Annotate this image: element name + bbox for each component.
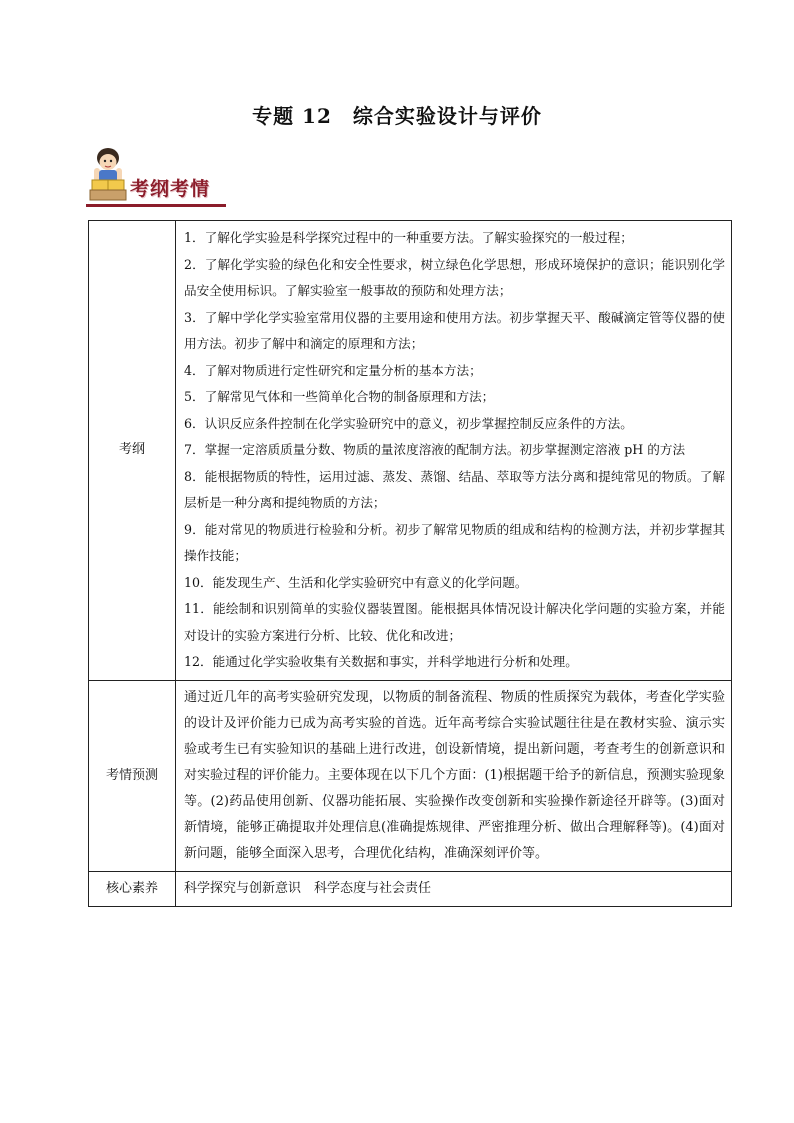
table-row [89, 871, 732, 906]
page-title: 专题 12 综合实验设计与评价 [252, 104, 542, 128]
list-item: 1．了解化学实验是科学探究过程中的一种重要方法。了解实验探究的一般过程； [184, 230, 633, 245]
student-reading-icon [86, 144, 130, 202]
list-item: 7．掌握一定溶质质量分数、物质的量浓度溶液的配制方法。初步掌握测定溶液 pH 的方法 [184, 442, 686, 457]
list-item: 3．了解中学化学实验室常用仪器的主要用途和使用方法。初步掌握天平、酸碱滴定管等仪器的使用方法。初步了解中和滴定的原理和方法； [184, 309, 725, 351]
list-item: 4．了解对物质进行定性研究和定量分析的基本方法； [184, 362, 482, 378]
outline-content [176, 221, 732, 681]
list-item: 10．能发现生产、生活和化学实验研究中有意义的化学问题。 [184, 574, 528, 590]
list-item: 2．了解化学实验的绿色化和安全性要求，树立绿色化学思想，形成环境保护的意识；能识别化学品安全使用标识。了解实验室一般事故的预防和处理方法； [184, 256, 725, 298]
literacy-content: 科学探究与创新意识 科学态度与社会责任 [176, 871, 732, 906]
section-label: 考纲考情 [130, 178, 211, 200]
list-item: 6．认识反应条件控制在化学实验研究中的意义，初步掌握控制反应条件的方法。 [184, 415, 633, 431]
list-item: 12．能通过化学实验收集有关数据和事实，并科学地进行分析和处理。 [184, 654, 578, 669]
literacy-label: 核心素养 [89, 871, 176, 906]
list-item: 8．能根据物质的特性，运用过滤、蒸发、蒸馏、结晶、萃取等方法分离和提纯常见的物质。了解层析是一种分离和提纯物质的方法； [184, 468, 725, 510]
section-header [86, 144, 266, 210]
outline-label: 考纲 [89, 221, 176, 681]
list-item: 9．能对常见的物质进行检验和分析。初步了解常见物质的组成和结构的检测方法，并初步掌握其操作技能； [184, 521, 725, 563]
forecast-label: 考情预测 [89, 680, 176, 871]
list-item: 11．能绘制和识别简单的实验仪器装置图。能根据具体情况设计解决化学问题的实验方案，并能对设计的实验方案进行分析、比较、优化和改进； [184, 601, 725, 643]
table-row [89, 680, 732, 871]
table-row [89, 221, 732, 681]
list-item: 5．了解常见气体和一些简单化合物的制备原理和方法； [184, 389, 495, 404]
forecast-content: 通过近几年的高考实验研究发现，以物质的制备流程、物质的性质探究为载体，考查化学实验的设计及评价能力已成为高考实验的首选。近年高考综合实验试题往往是在教材实验、演示实验或考生已有实验知识的基础上进行改进，创设新情境，提出新问题，考查考生的创新意识和对实验过程的评价能力。主要体现在以下几个方面：(1)根据题干给予的新信息，预测实验现象等。(2)药品使用创新、仪器功能拓展、实验操作改变创新和实验操作新途径开辟等。(3)面对新情境，能够正确提取并处理信息(准确提炼规律、严密推理分析、做出合理解释等)。(4)面对新问题，能够全面深入思考，合理优化结构，准确深刻评价等。 [176, 680, 732, 871]
section-underline [86, 204, 226, 207]
exam-info-table [88, 220, 732, 907]
